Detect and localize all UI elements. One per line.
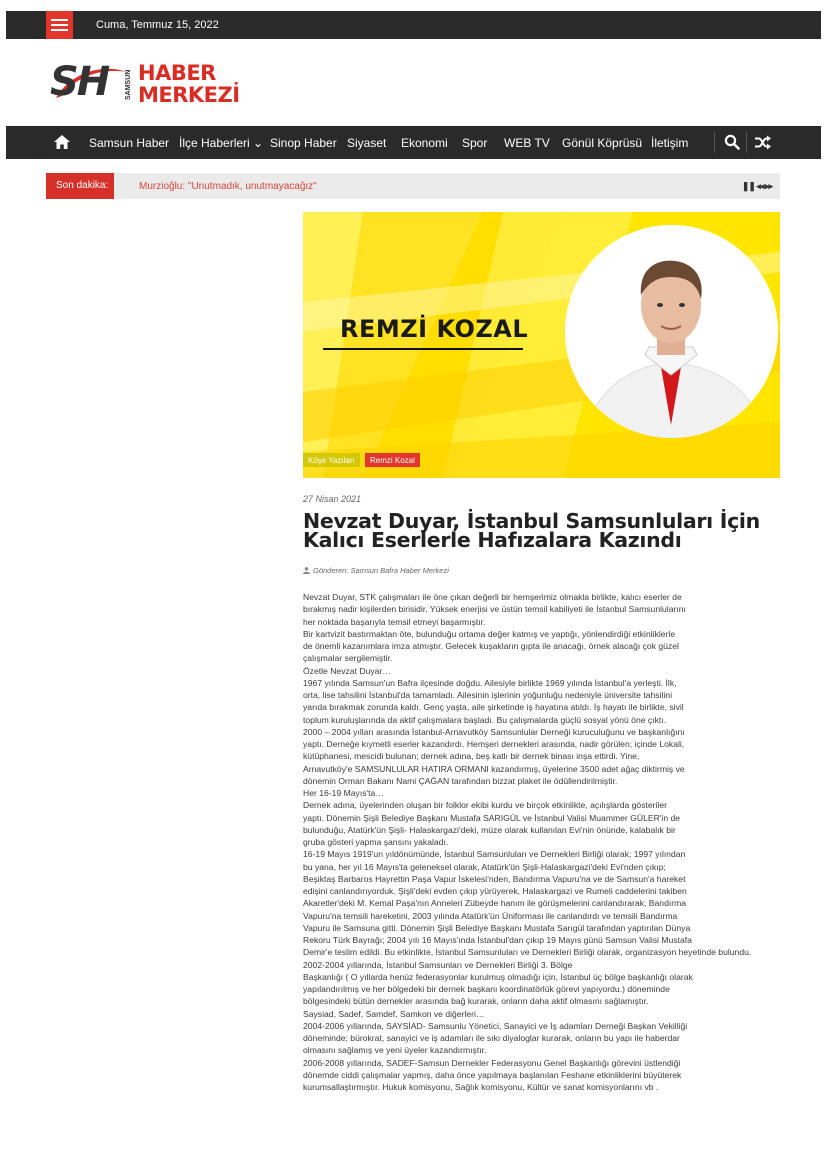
article-line: Başkanlığı ( O yıllarda henüz federasyonlar kurulmuş olmadığı için, İstanbul üç bölge başkanlığı olarak — [303, 971, 693, 982]
article-body — [303, 591, 781, 1093]
article-line: Beşiktaş Barbaros Hayrettin Paşa Vapur İskelesi'nden, Bandırma Vapuru'na ve de Samsun'a hareket — [303, 873, 686, 884]
article-line: olmasını sağlamış ve yeni üyeler kazandırmıştır. — [303, 1045, 487, 1056]
menu-icon[interactable] — [46, 11, 73, 39]
post-author-name[interactable]: Gönderen: Samsun Bafra Haber Merkezi — [313, 566, 449, 575]
ticker-controls[interactable]: ❚❚ ◂◂ ▸▸ — [741, 181, 772, 191]
nav-item-web-tv[interactable]: WEB TV — [504, 136, 550, 150]
tag-kose-yazilari[interactable]: Köşe Yazıları — [303, 453, 360, 467]
logo-sh: SH — [50, 59, 109, 105]
post-title — [303, 509, 773, 552]
article-line: Akaretler'deki M. Kemal Paşa'nın Anneleri Zübeyde hanım ile görüşmelerini canlandırarak, Bandırma — [303, 898, 687, 909]
article-line: bulunduğu, Atatürk'ün Şişli- Halaskargazi'deki, müze olarak kullanılan Evi'nin önünde, kalabalık bir — [303, 824, 676, 835]
logo-merkezi: MERKEZİ — [138, 83, 240, 107]
nav-item-gonul-koprusu[interactable]: Gönül Köprüsü — [562, 136, 643, 150]
tag-remzi-kozal[interactable]: Remzi Kozal — [365, 453, 420, 467]
article-line: gruba gösteri yapma şansını yakaladı. — [303, 837, 449, 847]
article-line: 2006-2008 yıllarında, SADEF-Samsun Dernekler Federasyonu Genel Başkanlığı görevini üstlendiği — [303, 1057, 681, 1068]
featured-image — [303, 212, 780, 478]
article-line: bölgesindeki bütün dernekler arasında bağ kurarak, onların daha aktif olmasını sağlamıştır. — [303, 996, 649, 1007]
breaking-news-label: Son dakika: — [46, 173, 114, 199]
article-line: Özetle Nevzat Duyar… — [303, 665, 391, 676]
article-line: kütüphanesi, mescidi bulunan; dernek adına, beş katlı bir dernek binası inşa ettirdi. Yine, — [303, 751, 640, 762]
article-line: dönemin Orman Bakanı Nami ÇAĞAN tarafından bizzat plaket ile ödüllendirilmiştir. — [303, 775, 618, 786]
article-line: 1967 yılında Samsun'un Bafra ilçesinde doğdu. Ailesiyle birlikte 1969 yılında İstanbul'a yerleşti. İlk, — [303, 677, 677, 688]
article-line: çalışmalar sergilemiştir. — [303, 653, 393, 664]
post-author — [303, 566, 449, 575]
article-line: Dernek adına, üyelerinden oluşan bir folklor ekibi kurdu ve birçok etkinlikte, açılışlarda gösteriler — [303, 800, 667, 811]
nav-item-samsun-haber[interactable]: Samsun Haber — [89, 136, 170, 150]
nav-item-ilce-haberleri[interactable]: İlçe Haberleri ⌄ — [179, 136, 264, 150]
article-line: dönemde ciddi çalışmalar yapmış, daha önce yapılmaya başlanılan Feshane etkinliklerini büyüterek — [303, 1069, 682, 1080]
site-logo[interactable] — [50, 58, 250, 110]
article-line: Bir kartvizit bastırmaktan öte, bulunduğu ortama değer katmış ve yaptığı, yönlendirdiği etkinliklerle — [303, 628, 676, 639]
top-bar — [6, 11, 821, 39]
nav-item-sinop-haber[interactable]: Sinop Haber — [270, 136, 337, 150]
nav-item-spor[interactable]: Spor — [462, 136, 488, 150]
article-line: Vapuru'na temsili hareketini, 2003 yılında Atatürk'ün Üniforması ile canlandırdı ve temsili Bandırma — [303, 910, 678, 921]
current-date: Cuma, Temmuz 15, 2022 — [96, 19, 219, 31]
nav-item-iletisim[interactable]: İletişim — [651, 136, 689, 150]
breaking-news-headline[interactable]: Murzioğlu: "Unutmadık, unutmayacağız" — [139, 181, 317, 192]
nav-item-siyaset[interactable]: Siyaset — [347, 136, 387, 150]
article-line: yaptı. Derneğe kıymetli eserler kazandırdı. Hemşeri dernekleri arasında, nadir görülen; içinde Lokali, — [303, 739, 685, 749]
article-line: Saysiad, Sadef, Samdef, Samkon ve diğerleri… — [303, 1008, 485, 1019]
article-line: Her 16-19 Mayıs'ta… — [303, 788, 384, 798]
columnist-photo — [565, 225, 778, 438]
article-line: orta, lise tahsilini İstanbul'da tamamladı. Ailesinin işlerinin yoğunluğu nedeniyle üniversite tahsilini — [303, 690, 672, 700]
article-line: döneminde; bürokrat, sanayici ve iş adamları ile sıkı diyaloglar kurarak, onların bu yapı ile haberdar — [303, 1033, 680, 1043]
article-line: yaptı. Dönemin Şişli Belediye Başkanı Mustafa SARIGÜL ve İstanbul Valisi Muammer GÜLER'in de — [303, 812, 681, 823]
logo-samsun: SAMSUN — [125, 69, 132, 101]
article-line: 2000 – 2004 yılları arasında İstanbul-Arnavutköy Samsunlular Derneği kuruculuğunu ve başkanlığını — [303, 726, 685, 737]
name-underline — [323, 348, 523, 350]
article-line: edişini canlandırıyorduk. Şişli'deki evden çıkıp yürüyerek, Halaskargazi ve Rumeli caddelerini takiben — [303, 886, 687, 896]
article-line: 16-19 Mayıs 1919'un yıldönümünde, İstanbul Samsunluları ve Dernekleri Birliği olarak; 1997 yılından — [303, 849, 686, 860]
main-nav — [6, 126, 821, 159]
article-line: kurumsallaştırmıştır. Hukuk komisyonu, Sağlık komisyonu, Kültür ve sanat komisyonlarını vb . — [303, 1082, 659, 1092]
logo-haber: HABER — [138, 61, 216, 85]
article-line: 2004-2006 yıllarında, SAYSİAD- Samsunlu Yönetici, Sanayici ve İş adamları Derneği Başkan Vekilliği — [303, 1020, 688, 1031]
post-date: 27 Nisan 2021 — [303, 494, 362, 504]
article-line: 2002-2004 yıllarında, İstanbul Samsunları ve Dernekleri Birliği 3. Bölge — [303, 959, 573, 970]
article-line: Vapuru ile Samsuna gitti. Dönemin Şişli Belediye Başkanı Mustafa Sarıgül tarafından yaptırılan Dünya — [303, 922, 691, 933]
article-line: toplum kuruluşlarında da aktif çalışmalara başladı. Bu çalışmalarda güçlü sosyal yönü öne çıktı. — [303, 714, 667, 725]
nav-divider — [746, 132, 747, 153]
nav-divider — [714, 132, 715, 153]
article-line: Demir'e teslim edildi. Bu etkinlikte, İstanbul Samsunluları ve Dernekleri Birliği olarak, organizasyon heyetinde bulundu. — [303, 947, 752, 958]
article-line: Nevzat Duyar, STK çalışmaları ile öne çıkan değerli bir hemşerimiz olmakla birlikte, kalıcı eserler de — [303, 592, 682, 602]
home-icon[interactable] — [54, 135, 70, 149]
article-line: bırakmış nadir kişilerden birisidir. Yüksek enerjisi ve üstün temsil kabiliyeti ile İstanbul Samsunlularını — [303, 604, 686, 615]
shuffle-icon[interactable] — [755, 135, 771, 150]
columnist-portrait-icon — [565, 225, 778, 438]
article-line: yarıda bırakmak zorunda kaldı. Genç yaşta, aile şirketinde iş hayatına atıldı. İş hayatı ile birlikte, sivil — [303, 702, 684, 713]
article-line: Arnavutköy'e SAMSUNLULAR HATIRA ORMANI kazandırmış, üyelerine 3500 adet ağaç diktirmiş ve — [303, 763, 685, 774]
article-line: de önemli kazanımlara imza atmıştır. Gelecek kuşakların gıpta ile anacağı, örnek alacağı çok güzel — [303, 641, 679, 651]
article-line: her noktada başarıyla temsil etmeyi başarmıştır. — [303, 616, 486, 627]
columnist-name: REMZİ KOZAL — [340, 315, 529, 343]
user-icon — [303, 567, 310, 574]
search-icon[interactable] — [724, 134, 740, 150]
nav-item-ekonomi[interactable]: Ekonomi — [401, 136, 448, 150]
article-line: yapılandırılmış ve her bölgedeki bir dernek başkanı koordinatörlük görevi yapıyordu.) döneminde — [303, 984, 670, 994]
post-title-line-2: Kalıcı Eserlerle Hafızalara Kazındı — [303, 528, 682, 552]
post-title-line-1: Nevzat Duyar, İstanbul Samsunluları İçin — [303, 509, 760, 533]
article-line: Rekoru Türk Bayrağı; 2004 yılı 16 Mayıs'ında İstanbul'dan çıkıp 19 Mayıs günü Samsun Valisi Mustafa — [303, 935, 692, 945]
article-line: bu yana, her yıl 16 Mayıs'ta geleneksel olarak, Atatürk'ün Şişli-Halaskargazi'deki Evi'nden çıkıp; — [303, 861, 666, 872]
breaking-news-ticker — [46, 173, 780, 199]
